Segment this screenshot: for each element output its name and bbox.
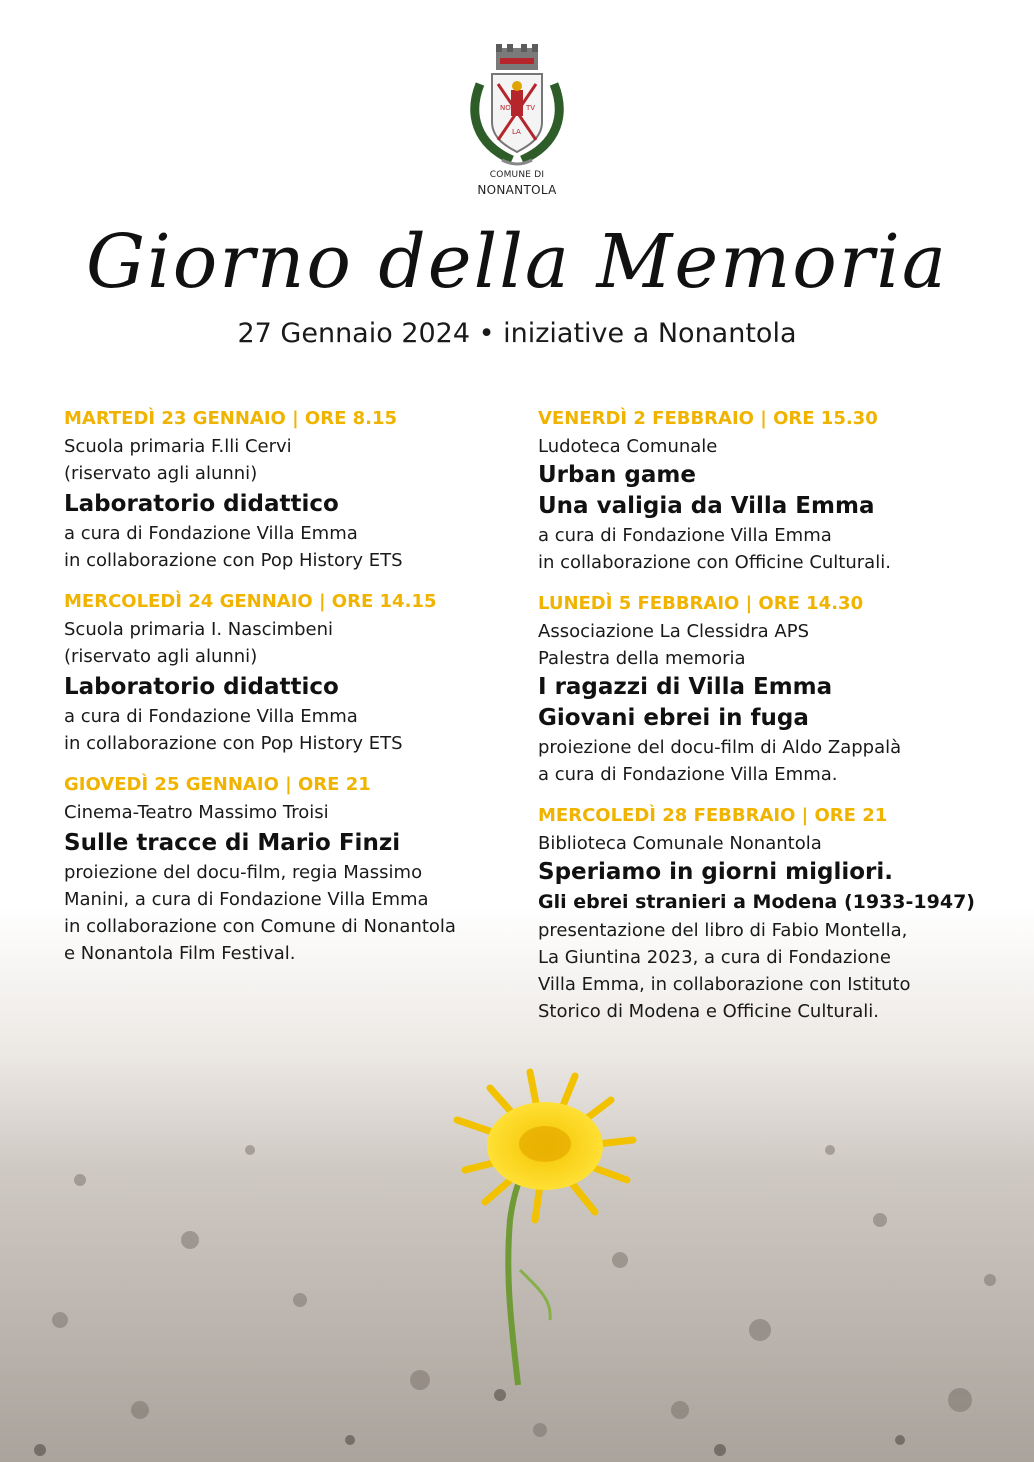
event-place: Ludoteca Comunale [538,436,718,457]
page-subtitle: 27 Gennaio 2024 • iniziative a Nonantola [237,318,797,349]
event-title: Una valigia da Villa Emma [538,493,875,519]
events-right-column [538,405,998,1039]
event-detail: a cura di Fondazione Villa Emma [64,523,358,544]
event-detail: proiezione del docu-film di Aldo Zappalà [538,737,902,758]
event-date: MERCOLEDÌ 28 FEBBRAIO | ORE 21 [538,805,888,826]
event-place: (riservato agli alunni) [64,646,258,667]
nonantola-crest-icon [462,44,572,172]
events-left-column [64,405,504,981]
event-place: (riservato agli alunni) [64,463,258,484]
page-title: Giorno della Memoria [85,219,949,305]
event-item [538,405,998,576]
event-detail: in collaborazione con Officine Culturali. [538,552,891,573]
event-item [64,588,504,757]
event-place: Scuola primaria F.lli Cervi [64,436,292,457]
event-date: GIOVEDÌ 25 GENNAIO | ORE 21 [64,774,371,795]
event-place: Scuola primaria I. Nascimbeni [64,619,334,640]
comune-name: NONANTOLA [477,183,557,197]
event-place: Cinema-Teatro Massimo Troisi [64,802,329,823]
event-title: Giovani ebrei in fuga [538,705,809,731]
event-detail: a cura di Fondazione Villa Emma. [538,764,838,785]
event-item [538,802,998,1025]
event-detail: Manini, a cura di Fondazione Villa Emma [64,889,429,910]
event-item [64,405,504,574]
event-date: MARTEDÌ 23 GENNAIO | ORE 8.15 [64,408,398,429]
event-place: Associazione La Clessidra APS [538,621,810,642]
event-detail: La Giuntina 2023, a cura di Fondazione [538,947,891,968]
crest-text: TV [526,104,536,112]
event-date: LUNEDÌ 5 FEBBRAIO | ORE 14.30 [538,593,864,614]
event-detail: in collaborazione con Pop History ETS [64,733,403,754]
event-detail: a cura di Fondazione Villa Emma [538,525,832,546]
event-detail: e Nonantola Film Festival. [64,943,296,964]
comune-label: COMUNE DI [489,170,545,180]
event-detail: presentazione del libro di Fabio Montella, [538,920,908,941]
event-title: I ragazzi di Villa Emma [538,674,833,700]
event-place: Palestra della memoria [538,648,746,669]
event-title: Laboratorio didattico [64,491,339,517]
event-item [538,590,998,788]
crest-text: LA [512,128,521,136]
event-item [64,771,504,967]
event-detail: Storico di Modena e Officine Culturali. [538,1001,879,1022]
event-date: VENERDÌ 2 FEBBRAIO | ORE 15.30 [538,408,878,429]
event-title: Laboratorio didattico [64,674,339,700]
event-title: Sulle tracce di Mario Finzi [64,830,401,856]
event-detail: in collaborazione con Pop History ETS [64,550,403,571]
event-subtitle: Gli ebrei stranieri a Modena (1933-1947) [538,891,975,913]
event-title: Speriamo in giorni migliori. [538,859,894,885]
event-title: Urban game [538,462,696,488]
event-place: Biblioteca Comunale Nonantola [538,833,822,854]
event-detail: Villa Emma, in collaborazione con Istituto [538,974,911,995]
event-detail: a cura di Fondazione Villa Emma [64,706,358,727]
event-detail: proiezione del docu-film, regia Massimo [64,862,423,883]
event-date: MERCOLEDÌ 24 GENNAIO | ORE 14.15 [64,591,437,612]
crest-text: NO [500,104,511,112]
event-detail: in collaborazione con Comune di Nonantola [64,916,456,937]
